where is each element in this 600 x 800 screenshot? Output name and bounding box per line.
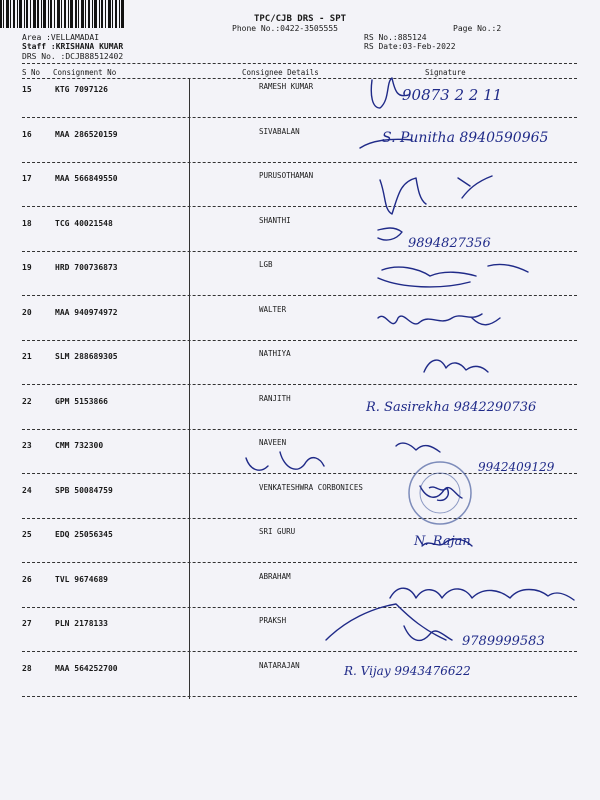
- row-consignee-name: WALTER: [259, 304, 287, 314]
- row-serial-number: 28: [22, 663, 32, 673]
- col-header-sno: S No: [22, 68, 41, 77]
- row-consignee-name: ABRAHAM: [259, 571, 291, 581]
- row-serial-number: 27: [22, 619, 32, 628]
- row-serial-number: 21: [22, 352, 32, 361]
- rs-date: RS Date:03-Feb-2022: [364, 42, 456, 51]
- row-consignment-number: MAA 564252700: [55, 663, 118, 673]
- row-consignment-number: KTG 7097126: [55, 85, 108, 94]
- drs-number: DRS No. :DCJB88512402: [22, 52, 124, 61]
- row-consignment-number: TCG 40021548: [55, 218, 113, 228]
- area-label: Area :VELLAMADAI: [22, 33, 100, 42]
- row-consignee-name: SHANTHI: [259, 215, 291, 225]
- row-consignment-number: CMM 732300: [55, 441, 104, 450]
- row-consignment-number: SPB 50084759: [55, 485, 113, 495]
- col-header-consignment: Consignment No: [53, 68, 117, 77]
- row-consignment-number: MAA 566849550: [55, 174, 118, 183]
- row-serial-number: 16: [22, 129, 32, 139]
- signature-row23-left: [246, 452, 324, 470]
- signature-row26: [390, 588, 574, 600]
- row-serial-number: 25: [22, 530, 32, 539]
- handwritten-row25: N. Rajan: [414, 534, 471, 549]
- handwritten-row15: 90873 2 2 11: [402, 86, 503, 104]
- row-serial-number: 23: [22, 441, 32, 450]
- signature-row21: [424, 360, 488, 372]
- rs-number: RS No.:885124: [364, 33, 427, 42]
- signature-row20: [378, 314, 500, 325]
- row-consignee-name: VENKATESHWRA CORBONICES: [259, 482, 363, 492]
- row-consignment-number: EDQ 25056345: [55, 530, 113, 539]
- col-header-signature: Signature: [425, 68, 466, 77]
- document-title: TPC/CJB DRS - SPT: [253, 14, 347, 24]
- signature-row19: [378, 264, 528, 287]
- row-serial-number: 18: [22, 218, 32, 228]
- handwritten-row16: S. Punitha 8940590965: [382, 130, 549, 146]
- row-consignment-number: SLM 288689305: [55, 352, 118, 361]
- row-consignment-number: TVL 9674689: [55, 574, 108, 584]
- row-serial-number: 22: [22, 396, 32, 406]
- col-header-consignee: Consignee Details: [242, 68, 319, 77]
- signature-row17: [380, 176, 492, 214]
- row-consignee-name: PURUSOTHAMAN: [259, 171, 314, 180]
- handwritten-row22: R. Sasirekha 9842290736: [366, 400, 537, 415]
- phone-number: Phone No.:0422-3505555: [232, 24, 338, 33]
- row-consignee-name: PRAKSH: [259, 616, 287, 625]
- stamp-icon: [407, 460, 473, 526]
- row-consignment-number: GPM 5153866: [55, 396, 108, 406]
- row-consignee-name: NATHIYA: [259, 349, 291, 358]
- row-consignee-name: SRI GURU: [259, 527, 296, 536]
- row-consignee-name: LGB: [259, 260, 273, 269]
- row-consignment-number: MAA 940974972: [55, 307, 118, 317]
- signature-row27: [404, 626, 452, 640]
- row-consignee-name: RANJITH: [259, 393, 291, 403]
- row-consignee-name: NAVEEN: [259, 438, 287, 447]
- staff-label: Staff :KRISHANA KUMAR: [22, 42, 124, 51]
- row-consignment-number: PLN 2178133: [55, 619, 108, 628]
- handwritten-row23: 9942409129: [478, 460, 555, 474]
- page-number: Page No.:2: [453, 24, 502, 33]
- signature-row23: [396, 443, 440, 452]
- row-serial-number: 15: [22, 85, 32, 94]
- signature-row18: [378, 228, 402, 240]
- row-consignee-name: RAMESH KUMAR: [259, 82, 314, 91]
- signature-row27-strike: [326, 604, 446, 640]
- row-serial-number: 19: [22, 263, 32, 272]
- row-serial-number: 26: [22, 574, 32, 584]
- row-serial-number: 17: [22, 174, 32, 183]
- row-consignee-name: SIVABALAN: [259, 126, 300, 136]
- handwritten-row18: 9894827356: [408, 236, 491, 251]
- row-consignee-name: NATARAJAN: [259, 660, 300, 670]
- row-consignment-number: HRD 700736873: [55, 263, 118, 272]
- row-consignment-number: MAA 286520159: [55, 129, 118, 139]
- handwritten-row28: R. Vijay 9943476622: [344, 664, 471, 678]
- row-serial-number: 24: [22, 485, 32, 495]
- row-serial-number: 20: [22, 307, 32, 317]
- handwritten-row27: 9789999583: [462, 634, 545, 649]
